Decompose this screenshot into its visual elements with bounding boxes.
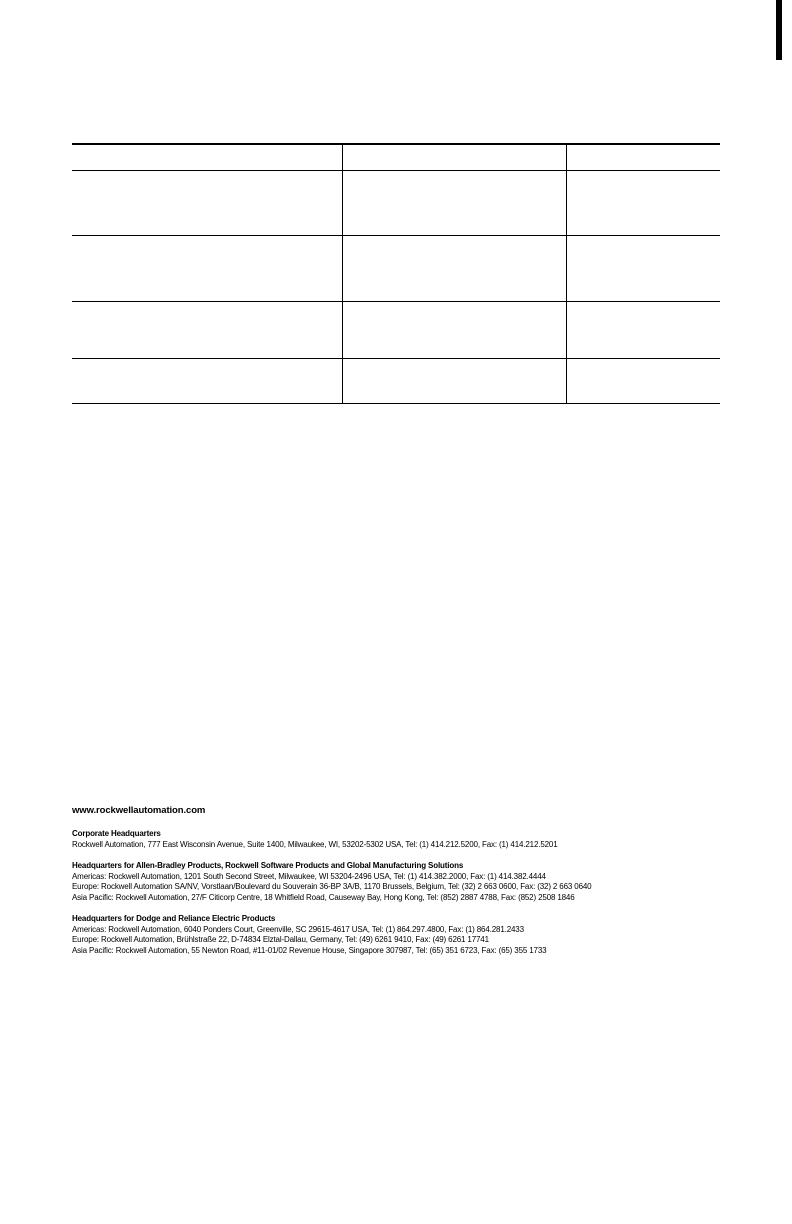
table-cell (566, 171, 720, 236)
address-line: Asia Pacific: Rockwell Automation, 27/F Citicorp Centre, 18 Whitfield Road, Causeway Bay, Hong Kong, Tel: (852) 2887 4788, Fax: (852) 2508 1846 (72, 892, 575, 902)
table-cell (342, 302, 566, 359)
address-line: Europe: Rockwell Automation, Brühlstraße 22, D-74834 Elztal-Dallau, Germany, Tel: (49) 6261 9410, Fax: (49) 6261 17741 (72, 935, 489, 944)
table-cell (342, 236, 566, 302)
table-row (72, 171, 720, 236)
table-header-cell (566, 144, 720, 171)
table-cell (72, 171, 342, 236)
table-cell (72, 236, 342, 302)
table-row (72, 359, 720, 404)
address-line: Asia Pacific: Rockwell Automation, 55 Newton Road, #11-01/02 Revenue House, Singapore 307987, Tel: (65) 351 6723, Fax: (65) 355 1733 (72, 945, 547, 955)
address-line: Americas: Rockwell Automation, 6040 Ponders Court, Greenville, SC 29615-4617 USA, Tel: (1) 864.297.4800, Fax: (1) 864.281.2433 (72, 924, 524, 934)
table-row (72, 236, 720, 302)
table-header-row (72, 144, 720, 171)
allen-bradley-headquarters-block (72, 861, 732, 903)
contact-footer (72, 805, 732, 967)
table-cell (72, 359, 342, 404)
dodge-reliance-headquarters-block (72, 914, 732, 956)
table-header-cell (72, 144, 342, 171)
table-cell (342, 359, 566, 404)
corporate-headquarters-block (72, 829, 732, 850)
block-title: Headquarters for Allen-Bradley Products, Rockwell Software Products and Global Manufacturing Solutions (72, 861, 464, 870)
block-title: Headquarters for Dodge and Reliance Electric Products (72, 914, 276, 923)
table-row (72, 302, 720, 359)
table-header-cell (342, 144, 566, 171)
address-line: Rockwell Automation, 777 East Wisconsin Avenue, Suite 1400, Milwaukee, WI, 53202-5302 USA, Tel: (1) 414.212.5200, Fax: (1) 414.212.5201 (72, 839, 558, 849)
page-edge-bar (776, 0, 782, 60)
table-cell (566, 302, 720, 359)
website-link[interactable]: www.rockwellautomation.com (72, 805, 206, 816)
block-title: Corporate Headquarters (72, 829, 161, 838)
address-line: Americas: Rockwell Automation, 1201 South Second Street, Milwaukee, WI 53204-2496 USA, Tel: (1) 414.382.2000, Fax: (1) 414.382.4444 (72, 871, 546, 881)
table-cell (342, 171, 566, 236)
table-cell (566, 236, 720, 302)
empty-table (72, 143, 720, 404)
table-cell (72, 302, 342, 359)
address-line: Europe: Rockwell Automation SA/NV, Vorstlaan/Boulevard du Souverain 36-BP 3A/B, 1170 Brussels, Belgium, Tel: (32) 2 663 0600, Fax: (32) 2 663 0640 (72, 882, 592, 891)
table-cell (566, 359, 720, 404)
